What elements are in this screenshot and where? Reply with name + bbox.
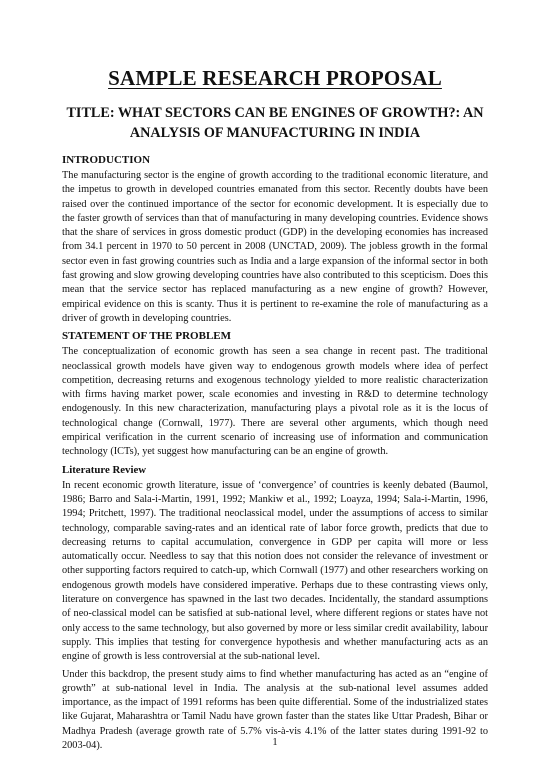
literature-review-heading: Literature Review: [62, 463, 147, 476]
page-number: 1: [272, 737, 278, 748]
document-main-title: SAMPLE RESEARCH PROPOSAL: [108, 66, 442, 90]
introduction-paragraph: The manufacturing sector is the engine of growth according to the traditional economic literature, and the impetus to growth in developed countries emanated from this sector. Recently doubts have been raised over the continued importance of the sector for economic development. It is especially due to the faster growth of services than that of manufacturing in many developing countries. Evidence shows that the share of services in gross domestic product (GDP) in the developing economies has increased from 34.1 percent in 1970 to 50 percent in 2008 (UNCTAD, 2009). The jobless growth in the formal sector even in fast growing countries such as India and a large expansion of the informal sector in both fast growing and slow growing developing countries have also contributed to this scepticism. Does this mean that the service sector has replaced manufacturing as a new engine of growth? However, empirical evidence on this is scanty. Thus it is pertinent to re-examine the role of manufacturing as a driver of growth in developing countries.: [62, 170, 488, 324]
problem-statement-paragraph: The conceptualization of economic growth has seen a sea change in recent past. The traditional neoclassical growth models have given way to endogenous growth models where idea of perfect competition, decreasing returns and exogenous technology yielded to more realistic characterization with firms having market power, scale economies and investing in R&D to determine technology endogenously. In this new characterization, manufacturing plays a pivotal role as it is the locus of technological change (Cornwall, 1977). There are several other arguments, which though need empirical verification in the current scenario of increasing use of information and communication technology (ICTs), yet suggest how manufacturing can be an engine of growth.: [62, 346, 488, 458]
document-body: [62, 153, 488, 756]
study-aim-paragraph: Under this backdrop, the present study aims to find whether manufacturing has acted as an “engine of growth” at sub-national level in India. The analysis at the sub-national level assumes added importance, as the impact of 1991 reforms has been quite differential. Some of the industrialized states like Gujarat, Maharashtra or Tamil Nadu have grown faster than the states like Uttar Pradesh, Bihar or Madhya Pradesh (average growth rate of 5.7% vis-à-vis 4.1% of the latter states during 1991-92 to 2003-04).: [62, 668, 488, 751]
literature-review-paragraph: In recent economic growth literature, issue of ‘convergence’ of countries is keenly debated (Baumol, 1986; Barro and Sala-i-Martin, 1991, 1992; Mankiw et al., 1992; Loayza, 1994; Sala-i-Martin, 1996, 1994; Pritchett, 1997). The traditional neoclassical model, under the assumptions of access to similar technology, comparable saving-rates and an identical rate of labor force growth, predicts that due to decreasing returns to capital accumulation, convergence in GDP per capita will more or less automatically occur. Needless to say that this notion does not consider the relevance of investment or other supporting factors required to catch-up, which Cornwall (1977) and other researchers working on endogenous growth models have considered imperative. Perhaps due to these contrasting views only, literature on convergence has spawned in the last two decades. Incidentally, the standard assumptions of neo-classical model can be satisfied at sub-national level, where different regions or states have not only access to the same technology, but also governed by more or less similar credit availability, labour supply. This implies that testing for convergence hypothesis and whether manufacturing acts as an engine of growth is less controversial at the sub-national level.: [62, 479, 488, 663]
problem-statement-heading: STATEMENT OF THE PROBLEM: [62, 330, 232, 343]
introduction-heading: INTRODUCTION: [62, 154, 151, 166]
proposal-title: TITLE: WHAT SECTORS CAN BE ENGINES OF GROWTH?: AN ANALYSIS OF MANUFACTURING IN INDIA: [66, 105, 484, 141]
